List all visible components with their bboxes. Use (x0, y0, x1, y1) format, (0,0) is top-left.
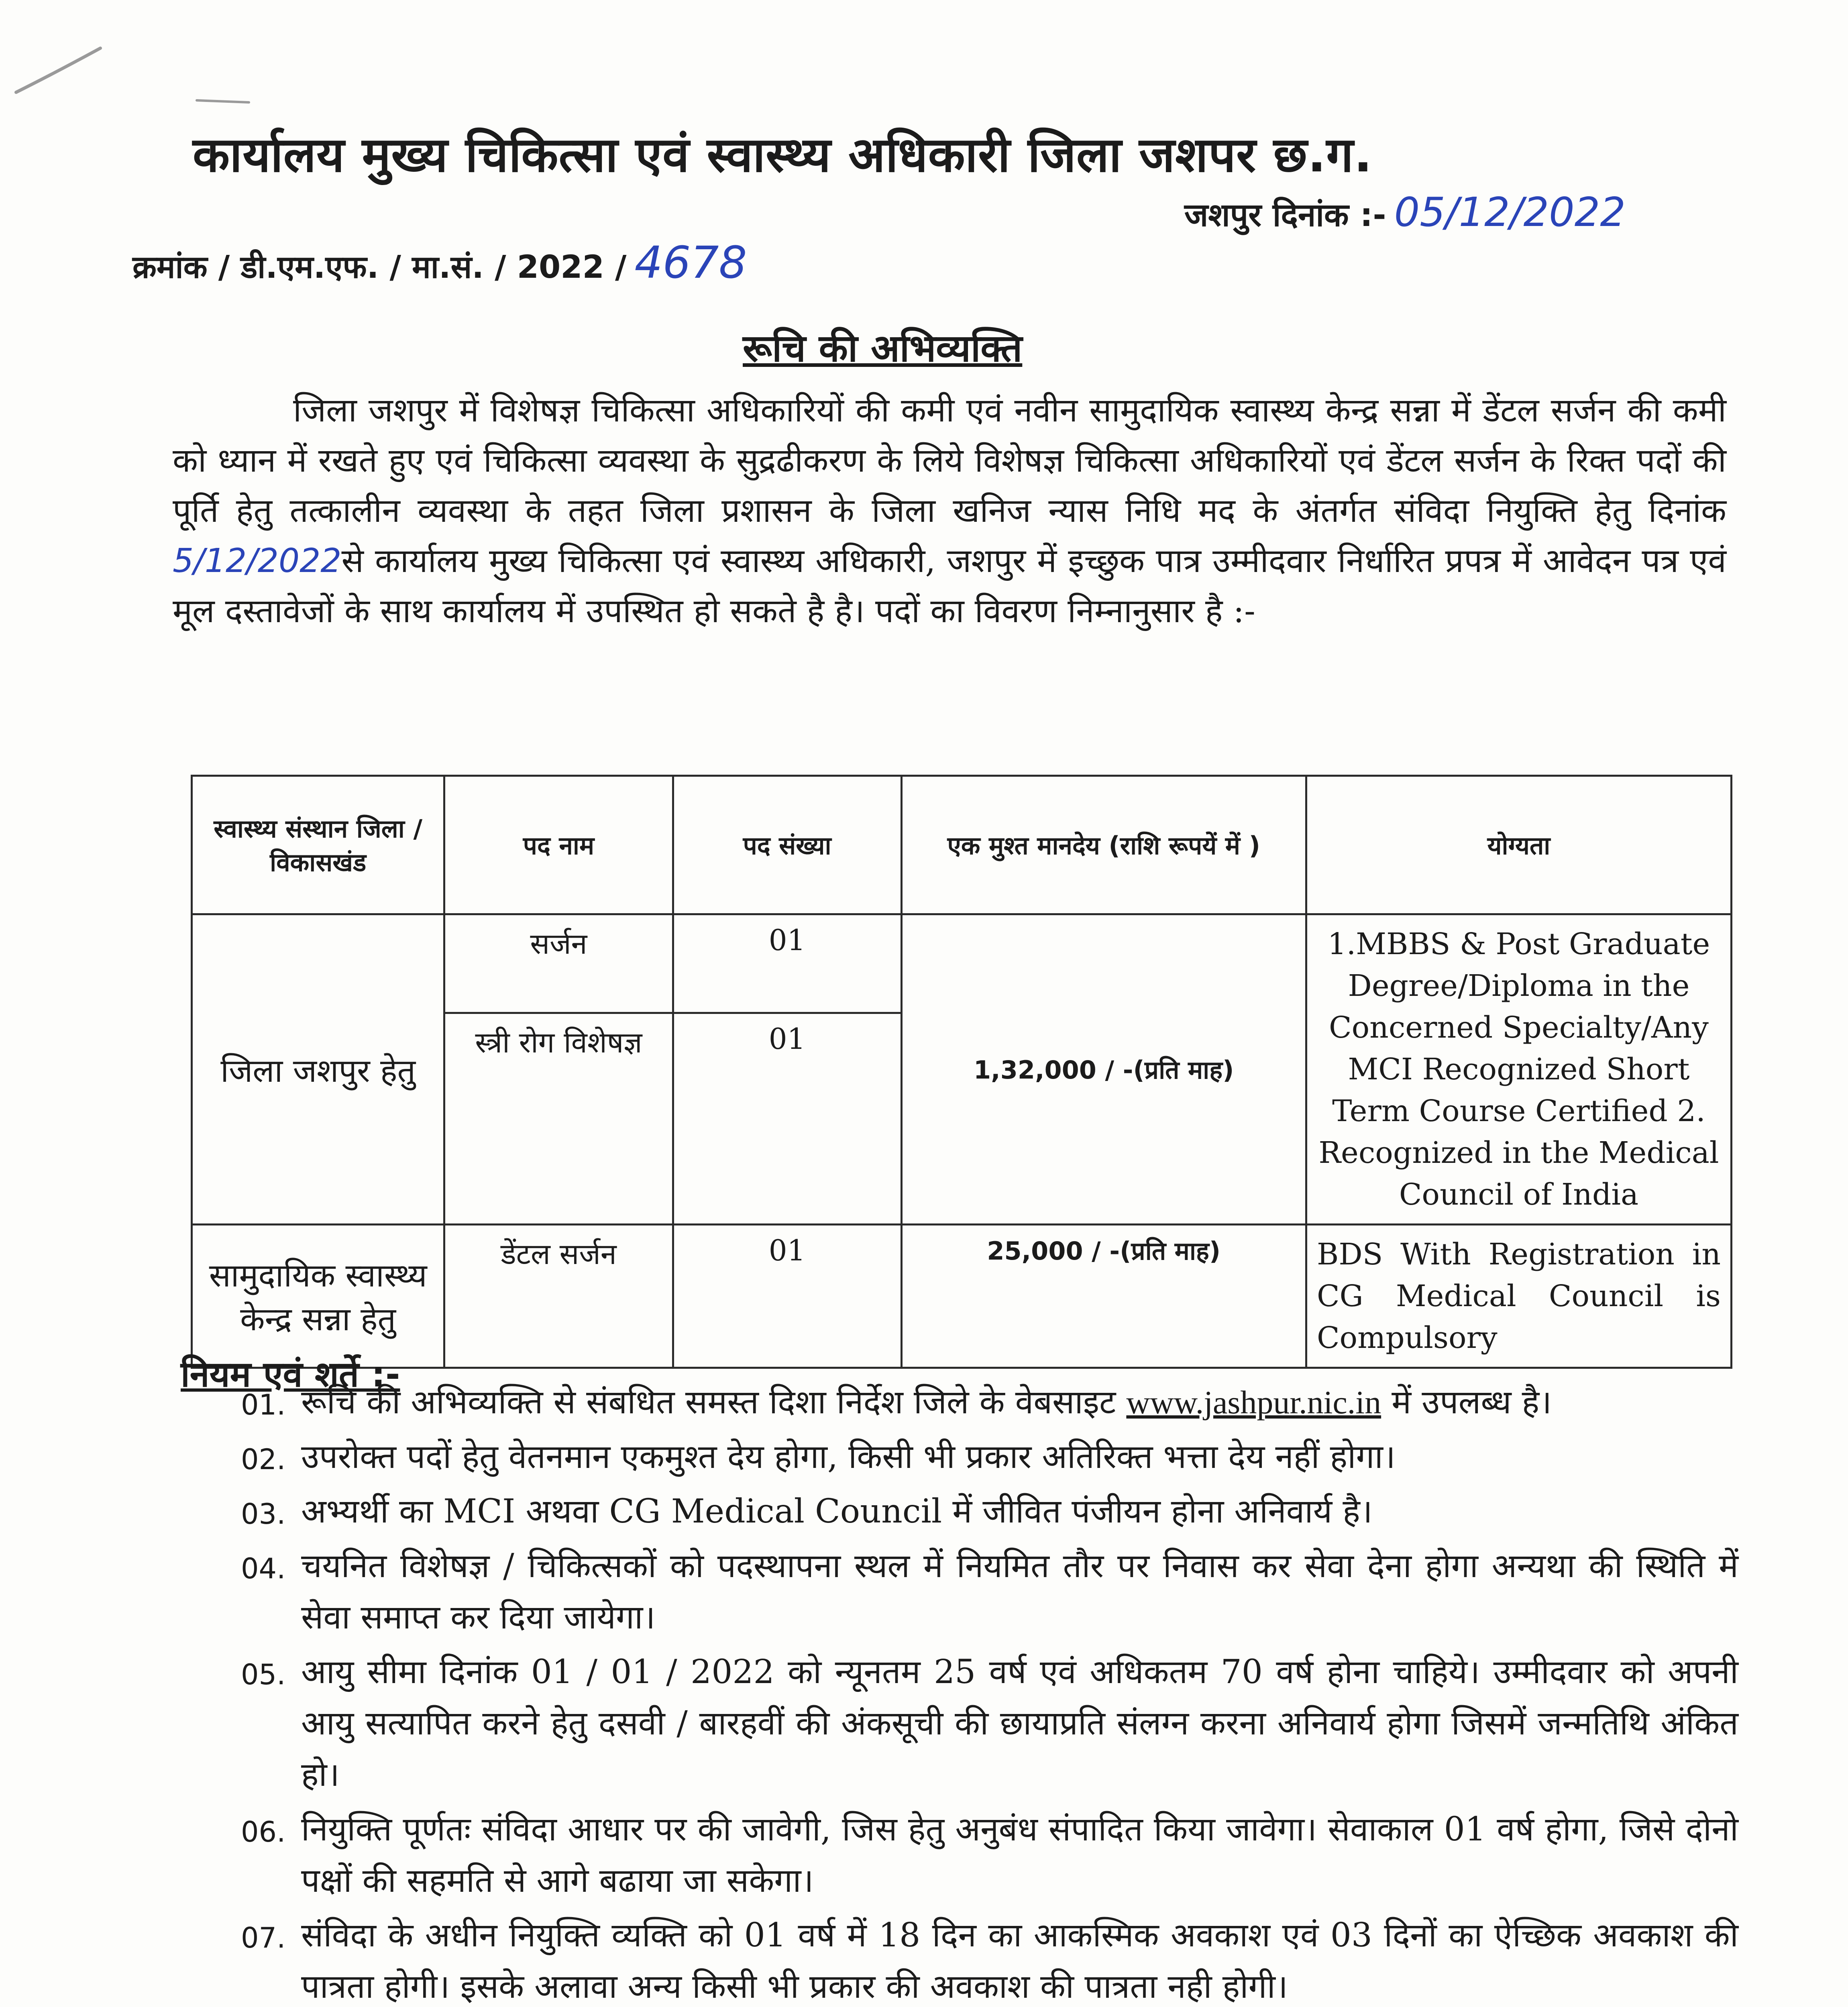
institution-district: जिला जशपुर हेतु (192, 914, 444, 1225)
post-count: 01 (673, 914, 901, 1013)
list-item (241, 1804, 1738, 1907)
rule-text: अभ्यर्थी का MCI अथवा CG Medical Council में जीवित पंजीयन होना अनिवार्य है। (301, 1492, 1373, 1531)
honorarium-district: 1,32,000 / -(प्रति माह) (901, 914, 1306, 1225)
list-item (241, 1486, 1738, 1537)
rule-text: रूचि की अभिव्यक्ति से संबधित समस्त दिशा निर्देश जिले के वेबसाइट (301, 1383, 1116, 1421)
rule-number: 06. (241, 1816, 286, 1848)
list-item (241, 1431, 1738, 1483)
subject-heading: रूचि की अभिव्यक्ति (743, 327, 1023, 370)
honorarium-chc: 25,000 / -(प्रति माह) (901, 1225, 1306, 1368)
list-item (241, 1647, 1738, 1801)
qualification-district: 1.MBBS & Post Graduate Degree/Diploma in the Concerned Specialty/Any MCI Recognized Short Term Course Certified 2. Recognized in the Medical Council of India (1306, 914, 1731, 1225)
header-honorarium: एक मुश्त मानदेय (राशि रूपयें में ) (901, 776, 1306, 914)
post-count: 01 (673, 1225, 901, 1368)
intro-text-before: जिला जशपुर में विशेषज्ञ चिकित्सा अधिकारियों की कमी एवं नवीन सामुदायिक स्वास्थ्य केन्द्र सन्ना में डेंटल सर्जन की कमी को ध्यान में रखते हुए एवं चिकित्सा व्यवस्था के सुद्रढीकरण के लिये विशेषज्ञ चिकित्सा अधिकारियों एवं डेंटल सर्जन के रिक्त पदों की पूर्ति हेतु तत्कालीन व्यवस्था के तहत जिला प्रशासन के जिला खनिज न्यास निधि मद के अंतर्गत संविदा नियुक्ति हेतु दिनांक (173, 391, 1726, 530)
intro-handwritten-date: 5/12/2022 (173, 542, 342, 580)
header-post-count: पद संख्या (673, 776, 901, 914)
reference-number-line (132, 237, 747, 288)
rule-number: 01. (241, 1388, 286, 1421)
website-link[interactable]: www.jashpur.nic.in (1126, 1384, 1381, 1421)
rule-text-tail: में उपलब्ध है। (1381, 1383, 1552, 1421)
list-item (241, 1541, 1738, 1643)
intro-paragraph (173, 385, 1726, 636)
rule-text: नियुक्ति पूर्णतः संविदा आधार पर की जावेगी, जिस हेतु अनुबंध संपादित किया जावेगा। सेवाकाल 01 वर्ष होगा, जिसे दोनो पक्षों की सहमति से आगे बढाया जा सकेगा। (301, 1810, 1738, 1900)
pen-scratch-mark (8, 24, 265, 104)
rule-text: उपरोक्त पदों हेतु वेतनमान एकमुश्त देय होगा, किसी भी प्रकार अतिरिक्त भत्ता देय नहीं होगा। (301, 1438, 1396, 1476)
post-count: 01 (673, 1013, 901, 1225)
date-value: 05/12/2022 (1394, 189, 1626, 236)
rule-number: 03. (241, 1498, 286, 1531)
posts-table (191, 775, 1732, 1369)
institution-chc: सामुदायिक स्वास्थ्य केन्द्र सन्ना हेतु (192, 1225, 444, 1368)
rules-list (241, 1377, 1738, 2007)
table-row (192, 914, 1732, 1013)
intro-text-after: से कार्यालय मुख्य चिकित्सा एवं स्वास्थ्य अधिकारी, जशपुर में इच्छुक पात्र उम्मीदवार निर्धारित प्रपत्र में आवेदन पत्र एवं मूल दस्तावेजों के साथ कार्यालय में उपस्थित हो सकते है है। पदों का विवरण निम्नानुसार है :- (173, 542, 1726, 630)
rules-heading: नियम एवं शर्ते :- (181, 1354, 400, 1395)
post-name: स्त्री रोग विशेषज्ञ (444, 1013, 673, 1225)
date-label: जशपुर दिनांक :- (1184, 196, 1386, 234)
header-post-name: पद नाम (444, 776, 673, 914)
post-name: डेंटल सर्जन (444, 1225, 673, 1368)
table-header-row (192, 776, 1732, 914)
header-qualification: योग्यता (1306, 776, 1731, 914)
rule-text: संविदा के अधीन नियुक्ति व्यक्ति को 01 वर्ष में 18 दिन का आकस्मिक अवकाश एवं 03 दिनों का ऐच्छिक अवकाश की पात्रता होगी। इसके अलावा अन्य किसी भी प्रकार की अवकाश की पात्रता नही होगी। (301, 1916, 1738, 2006)
header-institution: स्वास्थ्य संस्थान जिला / विकासखंड (192, 776, 444, 914)
reference-prefix: क्रमांक / डी.एम.एफ. / मा.सं. / 2022 / (132, 249, 627, 285)
reference-number: 4678 (634, 237, 747, 288)
list-item (241, 1377, 1738, 1428)
post-name: सर्जन (444, 914, 673, 1013)
rule-number: 07. (241, 1922, 286, 1954)
rule-text: चयनित विशेषज्ञ / चिकित्सकों को पदस्थापना स्थल में नियमित तौर पर निवास कर सेवा देना होगा अन्यथा की स्थिति में सेवा समाप्त कर दिया जायेगा। (301, 1547, 1738, 1637)
date-line (1184, 189, 1626, 236)
rule-number: 04. (241, 1552, 286, 1585)
rule-text: आयु सीमा दिनांक 01 / 01 / 2022 को न्यूनतम 25 वर्ष एवं अधिकतम 70 वर्ष होना चाहिये। उम्मीदवार को अपनी आयु सत्यापित करने हेतु दसवी / बारहवीं की अंकसूची की छायाप्रति संलग्न करना अनिवार्य होगा जिसमें जन्मतिथि अंकित हो। (301, 1653, 1738, 1794)
rule-number: 02. (241, 1443, 286, 1476)
table-row (192, 1225, 1732, 1368)
rule-number: 05. (241, 1658, 286, 1691)
office-title: कार्यालय मुख्य चिकित्सा एवं स्वास्थ्य अधिकारी जिला जशपर छ.ग. (193, 127, 1373, 183)
qualification-chc: BDS With Registration in CG Medical Council is Compulsory (1306, 1225, 1731, 1368)
list-item (241, 1910, 1738, 2007)
